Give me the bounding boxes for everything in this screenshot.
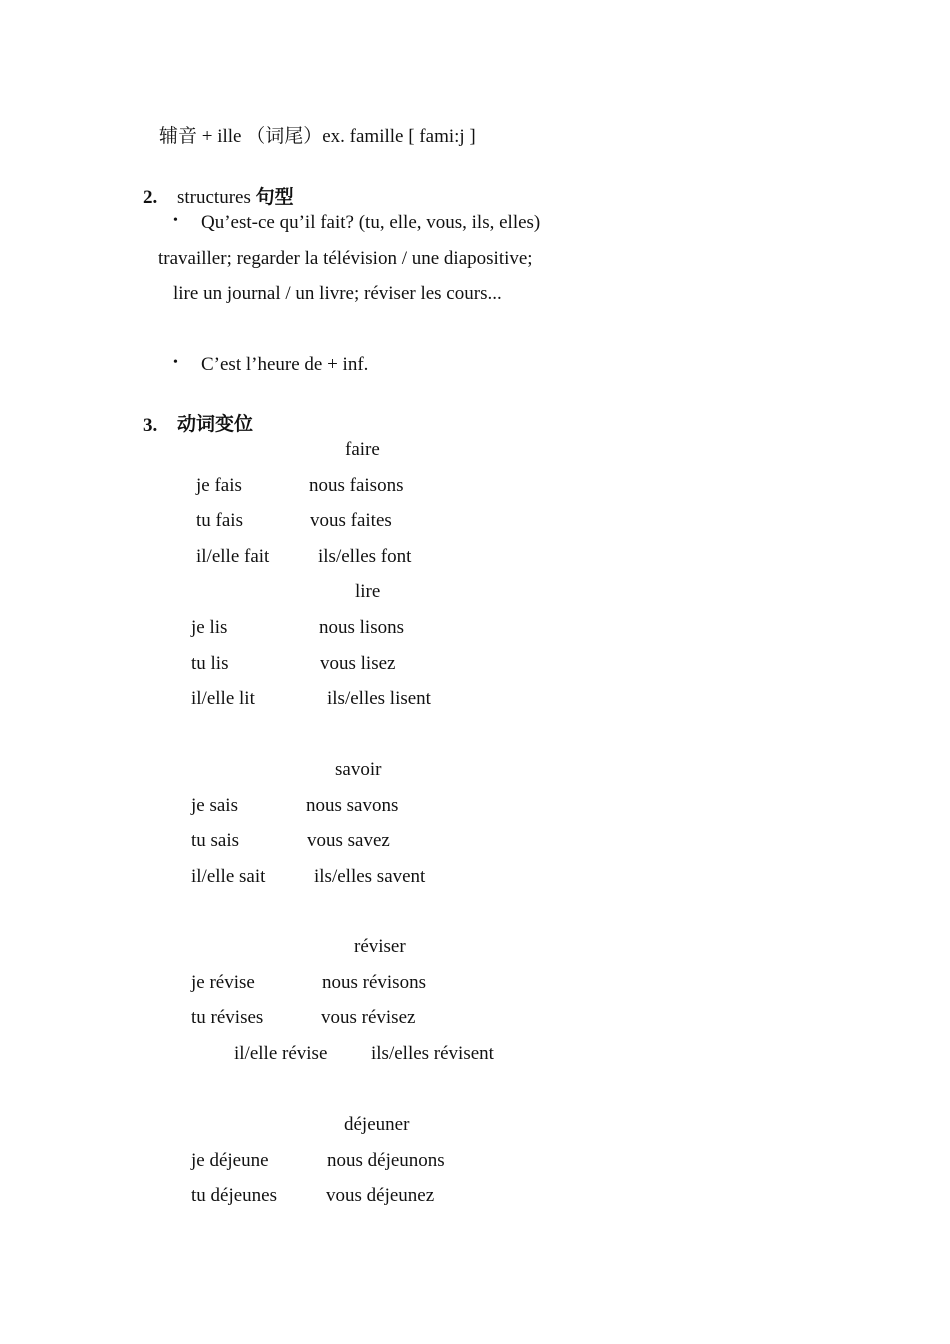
- conj-reviser-je: je révise: [191, 972, 255, 993]
- conj-savoir-ils: ils/elles savent: [314, 866, 426, 887]
- conj-savoir-nous: nous savons: [306, 795, 399, 816]
- conj-faire-je: je fais: [196, 475, 242, 496]
- conj-faire-vous: vous faites: [310, 510, 392, 531]
- bullet-question: Qu’est-ce qu’il fait? (tu, elle, vous, ils, elles): [201, 212, 541, 233]
- section-2-number: 2.: [143, 187, 158, 208]
- conj-lire-je: je lis: [191, 617, 228, 638]
- conj-reviser-nous: nous révisons: [322, 972, 426, 993]
- verb-title-dejeuner: déjeuner: [344, 1114, 410, 1135]
- conj-reviser-vous: vous révisez: [321, 1007, 416, 1028]
- conj-lire-vous: vous lisez: [320, 653, 396, 674]
- conj-savoir-tu: tu sais: [191, 830, 240, 851]
- verb-title-faire: faire: [345, 439, 380, 460]
- conj-savoir-je: je sais: [191, 795, 238, 816]
- conj-reviser-il: il/elle révise: [234, 1043, 328, 1064]
- intro-line: 辅音 + ille （词尾）ex. famille [ fami:j ]: [159, 126, 476, 147]
- conj-faire-tu: tu fais: [196, 510, 243, 531]
- section-3-title: 动词变位: [177, 414, 254, 435]
- conj-savoir-vous: vous savez: [307, 830, 390, 851]
- verb-title-reviser: réviser: [354, 936, 406, 957]
- conj-dejeuner-je: je déjeune: [191, 1150, 269, 1171]
- conj-lire-il: il/elle lit: [191, 688, 255, 709]
- bullet-dot-2: •: [173, 355, 178, 370]
- section-2-title-latin: structures: [177, 187, 256, 208]
- conj-lire-tu: tu lis: [191, 653, 229, 674]
- bullet-heure: C’est l’heure de + inf.: [201, 354, 369, 375]
- conj-lire-nous: nous lisons: [319, 617, 404, 638]
- conj-dejeuner-nous: nous déjeunons: [327, 1150, 445, 1171]
- conj-reviser-tu: tu révises: [191, 1007, 264, 1028]
- conj-savoir-il: il/elle sait: [191, 866, 266, 887]
- conj-dejeuner-vous: vous déjeunez: [326, 1185, 435, 1206]
- conj-lire-ils: ils/elles lisent: [327, 688, 431, 709]
- conj-faire-nous: nous faisons: [309, 475, 404, 496]
- section-3-number: 3.: [143, 415, 158, 436]
- vocab-line-1: travailler; regarder la télévision / une diapositive;: [158, 248, 533, 269]
- verb-title-savoir: savoir: [335, 759, 382, 780]
- conj-dejeuner-tu: tu déjeunes: [191, 1185, 278, 1206]
- bullet-dot-1: •: [173, 213, 178, 228]
- section-2-heading: [177, 188, 294, 207]
- section-2-title-cjk: 句型: [255, 187, 294, 208]
- conj-faire-il: il/elle fait: [196, 546, 270, 567]
- conj-reviser-ils: ils/elles révisent: [371, 1043, 494, 1064]
- verb-title-lire: lire: [355, 581, 381, 602]
- vocab-line-2: lire un journal / un livre; réviser les cours...: [173, 283, 502, 304]
- conj-faire-ils: ils/elles font: [318, 546, 412, 567]
